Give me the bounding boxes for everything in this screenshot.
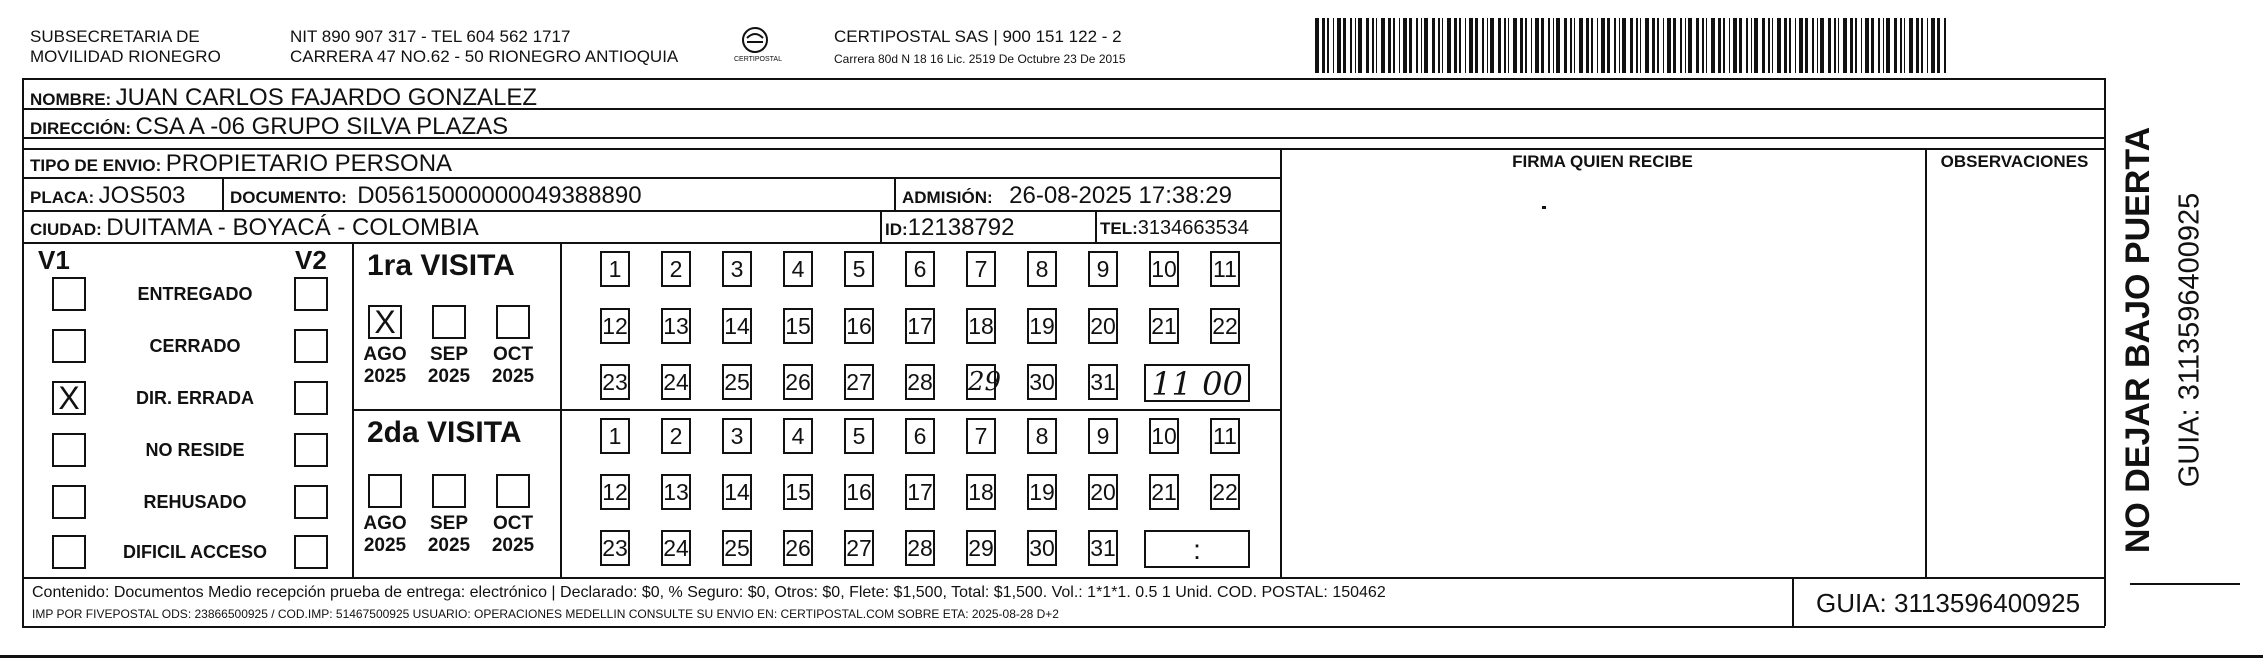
visit2-day-box[interactable]: 4 — [783, 418, 813, 454]
visit2-day-box[interactable]: 3 — [722, 418, 752, 454]
barcode-bar — [1556, 18, 1560, 73]
barcode-bar — [1916, 18, 1919, 73]
barcode-bar — [1570, 18, 1572, 73]
visit2-day-box[interactable]: 21 — [1149, 474, 1179, 510]
visit2-day-box[interactable]: 13 — [661, 474, 691, 510]
admision-value: 26-08-2025 17:38:29 — [1009, 182, 1232, 209]
barcode-bar — [1909, 18, 1913, 73]
barcode-bar — [1393, 18, 1395, 73]
barcode-bar — [1685, 18, 1686, 73]
visit1-day-box[interactable]: 19 — [1027, 308, 1057, 344]
visit2-day-box[interactable]: 24 — [661, 530, 691, 566]
visit1-check-mark: X — [374, 304, 396, 340]
visit1-day-box[interactable]: 29 — [966, 364, 996, 400]
barcode-bar — [1944, 18, 1946, 73]
barcode-bar — [1607, 18, 1610, 73]
direccion-field — [30, 115, 508, 139]
barcode-bar — [1315, 18, 1319, 73]
firma-header: FIRMA QUIEN RECIBE — [1512, 152, 1693, 171]
barcode-bar — [1799, 18, 1803, 73]
tipo-envio-label: TIPO DE ENVIO: — [30, 156, 162, 175]
visit2-day-box[interactable]: 17 — [905, 474, 935, 510]
visit1-day-box[interactable]: 31 — [1088, 364, 1118, 400]
visit2-day-box[interactable]: 29 — [966, 530, 996, 566]
ciudad-value: DUITAMA - BOYACÁ - COLOMBIA — [106, 214, 479, 241]
barcode-bar — [1680, 18, 1682, 73]
barcode-bar — [1746, 18, 1748, 73]
visit2-day-box[interactable]: 16 — [844, 474, 874, 510]
nombre-field — [30, 86, 537, 110]
visit1-year-label: 2025 — [363, 366, 407, 387]
visit2-day-box[interactable]: 6 — [905, 418, 935, 454]
visit2-day-box[interactable]: 12 — [600, 474, 630, 510]
barcode-bar — [1817, 18, 1818, 73]
visit2-year-label: 2025 — [363, 535, 407, 556]
logo-caption: CERTIPOSTAL — [734, 56, 782, 63]
visit1-year-label: 2025 — [491, 366, 535, 387]
barcode-bar — [1508, 18, 1509, 73]
documento-field — [230, 184, 642, 208]
barcode-bar — [1931, 18, 1935, 73]
barcode-bar — [1865, 18, 1869, 73]
barcode-bar — [1447, 18, 1451, 73]
visit2-day-box[interactable]: 14 — [722, 474, 752, 510]
visit1-day-box[interactable]: 4 — [783, 251, 813, 287]
visit1-day-box[interactable]: 10 — [1149, 251, 1179, 287]
barcode-bar — [1469, 18, 1473, 73]
barcode-bar — [1711, 18, 1715, 73]
barcode-bar — [1904, 18, 1905, 73]
barcode-bar — [1531, 18, 1532, 73]
visit2-day-box[interactable]: 26 — [783, 530, 813, 566]
barcode-bar — [1894, 18, 1897, 73]
barcode-bar — [1688, 18, 1692, 73]
barcode-bar — [1350, 18, 1352, 73]
visit1-day-box[interactable]: 22 — [1210, 308, 1240, 344]
barcode-bar — [1812, 18, 1814, 73]
barcode-bar — [1900, 18, 1902, 73]
org-name-line1: SUBSECRETARIA DE — [30, 27, 200, 46]
barcode — [1315, 18, 1951, 73]
visit1-day-box[interactable]: 16 — [844, 308, 874, 344]
visit1-year-label: 2025 — [427, 366, 471, 387]
barcode-bar — [1333, 18, 1334, 73]
admision-label: ADMISIÓN: — [902, 188, 993, 207]
barcode-bar — [1388, 18, 1391, 73]
visit1-month-label: AGO — [363, 344, 407, 365]
status-label: ENTREGADO — [137, 284, 253, 304]
v1-header: V1 — [38, 245, 70, 275]
visit1-day-box[interactable]: 17 — [905, 308, 935, 344]
barcode-bar — [1459, 18, 1461, 73]
side-warning: NO DEJAR BAJO PUERTA — [2119, 126, 2157, 554]
barcode-bar — [1673, 18, 1676, 73]
documento-value: D05615000000049388890 — [357, 182, 642, 209]
visit2-day-box[interactable]: 7 — [966, 418, 996, 454]
visit2-day-box[interactable]: 18 — [966, 474, 996, 510]
visit2-month-checkbox[interactable] — [432, 474, 466, 508]
visit1-day-box[interactable]: 6 — [905, 251, 935, 287]
barcode-bar — [1591, 18, 1593, 73]
footer-contenido: Contenido: Documentos Medio recepción prueba de entrega: electrónico | Declarado: $0, % Seguro: $0, Otros: $0, Flete: $1,500, Total: $1,500. Vol.: 1*1*1. 0.5 1 Unid. COD. POSTAL: 150462 — [32, 584, 1386, 601]
barcode-bar — [1482, 18, 1484, 73]
visit1-day-box[interactable]: 18 — [966, 308, 996, 344]
visit1-day-box[interactable]: 13 — [661, 308, 691, 344]
barcode-bar — [1820, 18, 1824, 73]
visit1-day-box[interactable]: 25 — [722, 364, 752, 400]
visit1-day-box[interactable]: 5 — [844, 251, 874, 287]
status-label: REHUSADO — [143, 492, 247, 512]
barcode-bar — [1762, 18, 1765, 73]
barcode-bar — [1487, 18, 1488, 73]
barcode-bar — [1513, 18, 1517, 73]
barcode-bar — [1777, 18, 1781, 73]
barcode-bar — [1355, 18, 1356, 73]
placa-value: JOS503 — [98, 182, 186, 209]
visit2-day-box[interactable]: 9 — [1088, 418, 1118, 454]
barcode-bar — [1438, 18, 1440, 73]
barcode-bar — [1322, 18, 1325, 73]
visit1-day-box[interactable]: 23 — [600, 364, 630, 400]
id-field — [885, 216, 1014, 240]
visit2-day-box[interactable]: 1 — [600, 418, 630, 454]
nombre-label: NOMBRE: — [30, 90, 112, 109]
barcode-bar — [1702, 18, 1704, 73]
visit1-day-box[interactable]: 1 — [600, 251, 630, 287]
id-value: 12138792 — [907, 214, 1015, 241]
barcode-bar — [1652, 18, 1655, 73]
barcode-bar — [1696, 18, 1699, 73]
visit2-day-box[interactable]: 5 — [844, 418, 874, 454]
barcode-bar — [1619, 18, 1620, 73]
certipostal-logo-icon — [730, 24, 780, 66]
v1-checkbox[interactable] — [52, 277, 86, 311]
barcode-bar — [1630, 18, 1633, 73]
tipo-envio-field — [30, 152, 452, 176]
visit2-year-label: 2025 — [491, 535, 535, 556]
barcode-bar — [1850, 18, 1853, 73]
visit1-title: 1ra VISITA — [367, 249, 515, 282]
barcode-bar — [1327, 18, 1329, 73]
barcode-bar — [1667, 18, 1671, 73]
barcode-bar — [1772, 18, 1773, 73]
v2-checkbox[interactable] — [294, 277, 328, 311]
placa-field — [30, 184, 185, 208]
barcode-bar — [1343, 18, 1346, 73]
barcode-bar — [1828, 18, 1831, 73]
visit1-day-box[interactable]: 27 — [844, 364, 874, 400]
visit2-day-box[interactable]: 23 — [600, 530, 630, 566]
barcode-bar — [1855, 18, 1857, 73]
visit1-month-checkbox[interactable] — [368, 305, 402, 339]
visit2-day-box[interactable]: 19 — [1027, 474, 1057, 510]
tel-value: 3134663534 — [1137, 217, 1250, 239]
v2-checkbox[interactable] — [294, 329, 328, 363]
status-label: DIFICIL ACCESO — [122, 542, 267, 562]
barcode-bar — [1871, 18, 1874, 73]
visit2-day-box[interactable]: 2 — [661, 418, 691, 454]
barcode-bar — [1784, 18, 1787, 73]
barcode-bar — [1454, 18, 1457, 73]
barcode-bar — [1403, 18, 1407, 73]
visit2-month-checkbox[interactable] — [496, 474, 530, 508]
barcode-bar — [1636, 18, 1638, 73]
visit2-day-box[interactable]: 27 — [844, 530, 874, 566]
visit2-month-label: AGO — [363, 513, 407, 534]
visit1-time-value: 11 00 — [1151, 365, 1243, 403]
admision-field — [902, 184, 1232, 208]
tel-label: TEL: — [1100, 219, 1138, 238]
visit2-day-box[interactable]: 22 — [1210, 474, 1240, 510]
v1-checkbox[interactable] — [52, 485, 86, 519]
visit1-day-box[interactable]: 12 — [600, 308, 630, 344]
visit1-day-box[interactable]: 24 — [661, 364, 691, 400]
barcode-bar — [1921, 18, 1923, 73]
barcode-bar — [1834, 18, 1836, 73]
barcode-bar — [1541, 18, 1544, 73]
visit2-month-label: SEP — [429, 513, 469, 534]
barcode-bar — [1754, 18, 1758, 73]
barcode-bar — [1465, 18, 1466, 73]
visit2-day-box[interactable]: 20 — [1088, 474, 1118, 510]
v2-checkbox[interactable] — [294, 381, 328, 415]
visit1-month-checkbox[interactable] — [432, 305, 466, 339]
barcode-bar — [1381, 18, 1385, 73]
barcode-bar — [1442, 18, 1443, 73]
barcode-bar — [1723, 18, 1725, 73]
ciudad-label: CIUDAD: — [30, 220, 102, 239]
v1-checkbox[interactable] — [52, 329, 86, 363]
barcode-bar — [1927, 18, 1928, 73]
barcode-bar — [1553, 18, 1554, 73]
barcode-bar — [1358, 18, 1362, 73]
barcode-bar — [1861, 18, 1862, 73]
id-label: ID: — [885, 220, 908, 239]
barcode-bar — [1805, 18, 1808, 73]
visit2-day-box[interactable]: 31 — [1088, 530, 1118, 566]
barcode-bar — [1535, 18, 1539, 73]
direccion-label: DIRECCIÓN: — [30, 119, 132, 138]
barcode-bar — [1645, 18, 1649, 73]
barcode-bar — [1622, 18, 1626, 73]
v1-checkbox[interactable] — [52, 535, 86, 569]
visit1-day-box[interactable]: 26 — [783, 364, 813, 400]
barcode-bar — [1424, 18, 1428, 73]
barcode-bar — [1520, 18, 1523, 73]
company-line: CERTIPOSTAL SAS | 900 151 122 - 2 — [834, 27, 1122, 46]
status-label: CERRADO — [149, 336, 241, 356]
visit1-month-label: SEP — [429, 344, 469, 365]
visit1-day-box[interactable]: 15 — [783, 308, 813, 344]
barcode-bar — [1574, 18, 1575, 73]
v2-header: V2 — [295, 245, 327, 275]
placa-label: PLACA: — [30, 188, 95, 207]
license-line: Carrera 80d N 18 16 Lic. 2519 De Octubre 23 De 2015 — [834, 52, 1126, 66]
visit2-month-checkbox[interactable] — [368, 474, 402, 508]
barcode-bar — [1751, 18, 1752, 73]
barcode-bar — [1337, 18, 1341, 73]
visit1-day-box[interactable]: 8 — [1027, 251, 1057, 287]
ciudad-field — [30, 216, 479, 240]
barcode-bar — [1739, 18, 1742, 73]
visit1-day-box[interactable]: 20 — [1088, 308, 1118, 344]
tel-field — [1100, 218, 1249, 238]
barcode-bar — [1579, 18, 1583, 73]
visit2-day-box[interactable]: 28 — [905, 530, 935, 566]
barcode-bar — [1706, 18, 1707, 73]
tipo-envio-value: PROPIETARIO PERSONA — [165, 150, 453, 177]
observaciones-header: OBSERVACIONES — [1940, 152, 2089, 171]
barcode-bar — [1399, 18, 1400, 73]
visit1-day-box[interactable]: 3 — [722, 251, 752, 287]
barcode-bar — [1886, 18, 1890, 73]
barcode-bar — [1372, 18, 1374, 73]
signature-dot — [1542, 206, 1546, 209]
visit1-day-box[interactable]: 21 — [1149, 308, 1179, 344]
barcode-bar — [1640, 18, 1641, 73]
barcode-bar — [1421, 18, 1422, 73]
barcode-bar — [1789, 18, 1791, 73]
visit1-time-box[interactable] — [1144, 364, 1250, 402]
visit2-day-box[interactable]: 15 — [783, 474, 813, 510]
barcode-bar — [1597, 18, 1598, 73]
barcode-bar — [1878, 18, 1880, 73]
visit2-year-label: 2025 — [427, 535, 471, 556]
side-guia: GUIA: 3113596400925 — [2173, 192, 2206, 488]
barcode-bar — [1416, 18, 1418, 73]
org-name-line2: MOVILIDAD RIONEGRO — [30, 47, 221, 66]
visit1-day-box[interactable]: 14 — [722, 308, 752, 344]
v1-checkbox[interactable] — [52, 433, 86, 467]
barcode-bar — [1586, 18, 1589, 73]
barcode-bar — [1432, 18, 1435, 73]
v1-check-mark: X — [58, 380, 80, 416]
visit1-day-box[interactable]: 28 — [905, 364, 935, 400]
barcode-bar — [1663, 18, 1664, 73]
footer-imp-line: IMP POR FIVEPOSTAL ODS: 23866500925 / COD.IMP: 51467500925 USUARIO: OPERACIONES MEDELLIN CONSULTE SU ENVIO EN: CERTIPOSTAL.COM SOBRE ETA: 2025-08-28 D+2 — [32, 607, 1059, 621]
barcode-bar — [1883, 18, 1884, 73]
nombre-value: JUAN CARLOS FAJARDO GONZALEZ — [115, 84, 538, 111]
barcode-bar — [1729, 18, 1730, 73]
v2-checkbox[interactable] — [294, 535, 328, 569]
barcode-bar — [1525, 18, 1527, 73]
visit1-day-box[interactable]: 7 — [966, 251, 996, 287]
visit2-time-box[interactable] — [1144, 530, 1250, 568]
v1-checkbox[interactable] — [52, 381, 86, 415]
documento-label: DOCUMENTO: — [230, 188, 347, 207]
barcode-bar — [1366, 18, 1369, 73]
footer-guia: GUIA: 3113596400925 — [1815, 588, 2081, 618]
barcode-bar — [1498, 18, 1501, 73]
barcode-bar — [1376, 18, 1377, 73]
barcode-bar — [1937, 18, 1940, 73]
barcode-bar — [1564, 18, 1567, 73]
barcode-bar — [1475, 18, 1478, 73]
address-line: CARRERA 47 NO.62 - 50 RIONEGRO ANTIOQUIA — [290, 47, 679, 66]
barcode-bar — [1490, 18, 1494, 73]
visit2-day-box[interactable]: 8 — [1027, 418, 1057, 454]
visit2-time-value: : — [1193, 534, 1201, 565]
visit1-day-box[interactable]: 2 — [661, 251, 691, 287]
v2-checkbox[interactable] — [294, 485, 328, 519]
barcode-bar — [1504, 18, 1506, 73]
barcode-bar — [1409, 18, 1412, 73]
status-label: DIR. ERRADA — [135, 388, 254, 408]
barcode-bar — [1548, 18, 1550, 73]
barcode-bar — [1657, 18, 1659, 73]
status-label: NO RESIDE — [145, 440, 245, 460]
visit1-day-box[interactable]: 30 — [1027, 364, 1057, 400]
visit2-day-box[interactable]: 10 — [1149, 418, 1179, 454]
visit2-day-box[interactable]: 30 — [1027, 530, 1057, 566]
visit2-month-label: OCT — [492, 513, 534, 534]
visit2-day-box[interactable]: 25 — [722, 530, 752, 566]
barcode-bar — [1614, 18, 1616, 73]
visit1-day-box[interactable]: 9 — [1088, 251, 1118, 287]
barcode-bar — [1733, 18, 1737, 73]
direccion-value: CSA A -06 GRUPO SILVA PLAZAS — [135, 113, 509, 140]
barcode-bar — [1838, 18, 1839, 73]
visit1-month-label: OCT — [492, 344, 534, 365]
barcode-bar — [1843, 18, 1847, 73]
barcode-bar — [1718, 18, 1721, 73]
nit-line: NIT 890 907 317 - TEL 604 562 1717 — [290, 27, 571, 46]
barcode-bar — [1601, 18, 1605, 73]
visit2-title: 2da VISITA — [367, 416, 522, 449]
barcode-bar — [1795, 18, 1796, 73]
visit1-month-checkbox[interactable] — [496, 305, 530, 339]
visit1-day-box[interactable]: 11 — [1210, 251, 1240, 287]
visit2-day-box[interactable]: 11 — [1210, 418, 1240, 454]
barcode-bar — [1768, 18, 1770, 73]
v2-checkbox[interactable] — [294, 433, 328, 467]
